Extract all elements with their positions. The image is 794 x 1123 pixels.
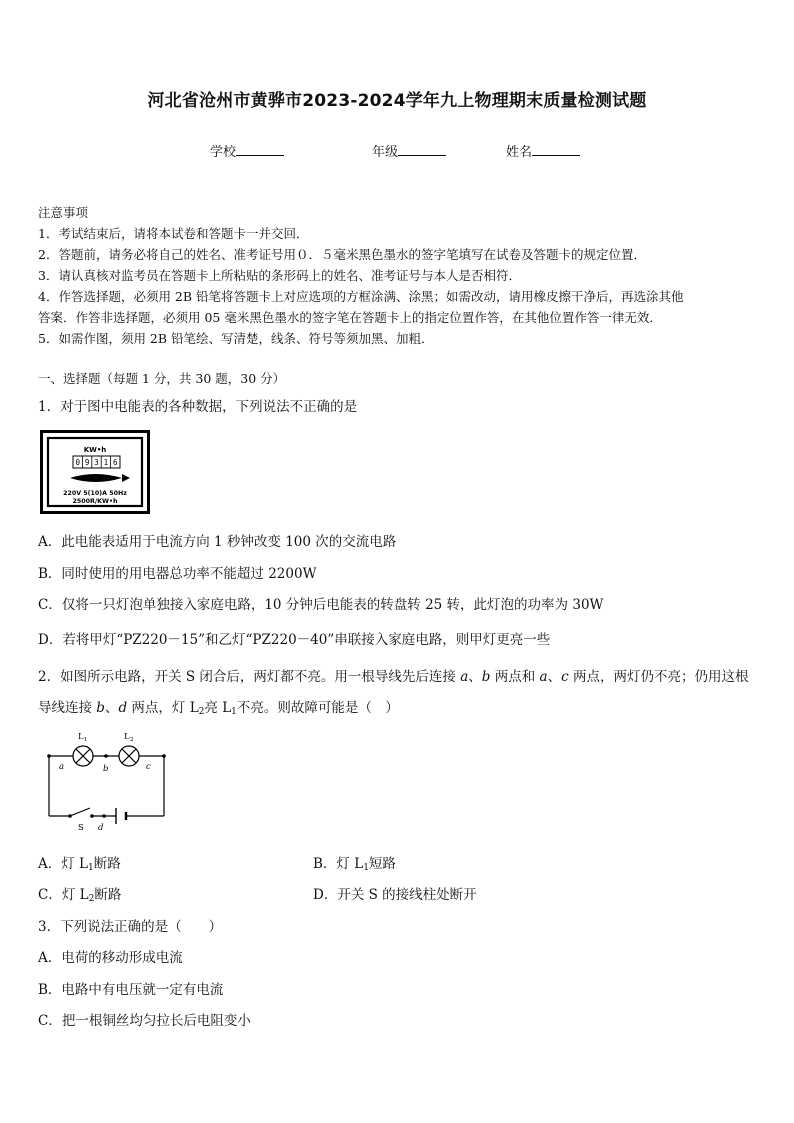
question-1-option-b: B．同时使用的用电器总功率不能超过 2200W [38, 566, 317, 582]
electric-meter-figure [40, 430, 150, 514]
label-b: b [103, 764, 109, 774]
section-heading: 一、选择题（每题 1 分，共 30 题，30 分） [38, 371, 286, 386]
label-a: a [59, 762, 65, 772]
school-blank [236, 143, 284, 156]
meter-digit: 6 [113, 458, 118, 467]
switch-terminal [68, 814, 72, 818]
question-2-stem-line1: 2．如图所示电路，开关 S 闭合后，两灯都不亮。用一根导线先后连接 a、b 两点和 a、c 两点，两灯仍不亮；仍用这根 [38, 669, 749, 685]
label-s: S [78, 823, 84, 833]
notice-item: 答案．作答非选择题，必须用 05 毫米黑色墨水的签字笔在答题卡上的指定位置作答，在其他位置作答一律无效． [38, 310, 662, 325]
notice-item: 5．如需作图，须用 2B 铅笔绘、写清楚，线条、符号等须加黑、加粗． [38, 331, 434, 346]
question-3-option-b: B．电路中有电压就一定有电流 [38, 982, 224, 998]
school-label: 学校 [210, 145, 237, 160]
question-2-stem-line2: 导线连接 b、d 两点，灯 $L_2$亮 $L_1$不亮。则故障可能是（ ） [38, 700, 399, 717]
meter-unit: KW•h [83, 446, 107, 454]
grade-blank [398, 143, 446, 156]
notice-item: 3．请认真核对监考员在答题卡上所粘贴的条形码上的姓名、准考证号与本人是否相符． [38, 268, 521, 283]
grade-label: 年级 [372, 145, 399, 160]
notice-item: 2．答题前，请务必将自己的姓名、准考证号用０．５毫米黑色墨水的签字笔填写在试卷及答题卡的规定位置． [38, 247, 646, 262]
meter-digit: 3 [94, 458, 99, 467]
question-1-option-c: C．仅将一只灯泡单独接入家庭电路，10 分钟后电能表的转盘转 25 转，此灯泡的功率为 30W [38, 597, 604, 613]
question-2-option-b: B．灯 $L_1$短路 [313, 856, 396, 873]
question-2-option-c: C．灯 $L_2$断路 [38, 887, 122, 904]
meter-revolutions: 2500R/KW•h [72, 498, 118, 505]
svg-text:1: 1 [84, 737, 88, 743]
label-l1: L [78, 732, 84, 742]
notice-heading: 注意事项 [38, 205, 89, 220]
label-d: d [98, 823, 104, 833]
meter-digit: 0 [75, 458, 80, 467]
name-field [506, 141, 580, 160]
question-3-option-a: A．电荷的移动形成电流 [38, 950, 183, 966]
label-c: c [146, 762, 151, 772]
school-field [210, 141, 284, 160]
meter-rotor-disc [70, 474, 130, 482]
page-title: 河北省沧州市黄骅市2023-2024学年九上物理期末质量检测试题 [147, 91, 647, 111]
question-2-option-a: A．灯 $L_1$断路 [38, 856, 121, 873]
notice-item: 4．作答选择题，必须用 2B 铅笔将答题卡上对应选项的方框涂满、涂黑；如需改动，请用橡皮擦干净后，再选涂其他 [38, 289, 684, 304]
question-1-stem: 1．对于图中电能表的各种数据，下列说法不正确的是 [38, 399, 358, 415]
question-3-stem: 3．下列说法正确的是（ ） [38, 919, 223, 935]
meter-rating: 220V 5(10)A 50Hz [63, 490, 127, 497]
question-1-option-d: D．若将甲灯“PZ220－15”和乙灯“PZ220－40”串联接入家庭电路，则甲灯更亮一些 [38, 632, 551, 648]
battery-icon [116, 808, 126, 824]
grade-field [372, 141, 446, 160]
circuit-diagram [40, 728, 170, 834]
label-l2: L [124, 732, 130, 742]
notice-item: 1．考试结束后，请将本试卷和答题卡一并交回． [38, 226, 309, 241]
svg-text:2: 2 [130, 737, 134, 743]
name-label: 姓名 [506, 145, 533, 160]
meter-digit: 1 [103, 458, 109, 467]
lamp-l2-icon [119, 746, 139, 766]
lamp-l1-icon [73, 746, 93, 766]
question-1-option-a: A．此电能表适用于电流方向 1 秒钟改变 100 次的交流电路 [38, 534, 397, 550]
question-3-option-c: C．把一根铜丝均匀拉长后电阻变小 [38, 1013, 251, 1029]
switch-terminal [90, 814, 94, 818]
question-2-option-d: D．开关 S 的接线柱处断开 [313, 887, 477, 903]
meter-digit: 9 [84, 458, 90, 467]
name-blank [532, 143, 580, 156]
